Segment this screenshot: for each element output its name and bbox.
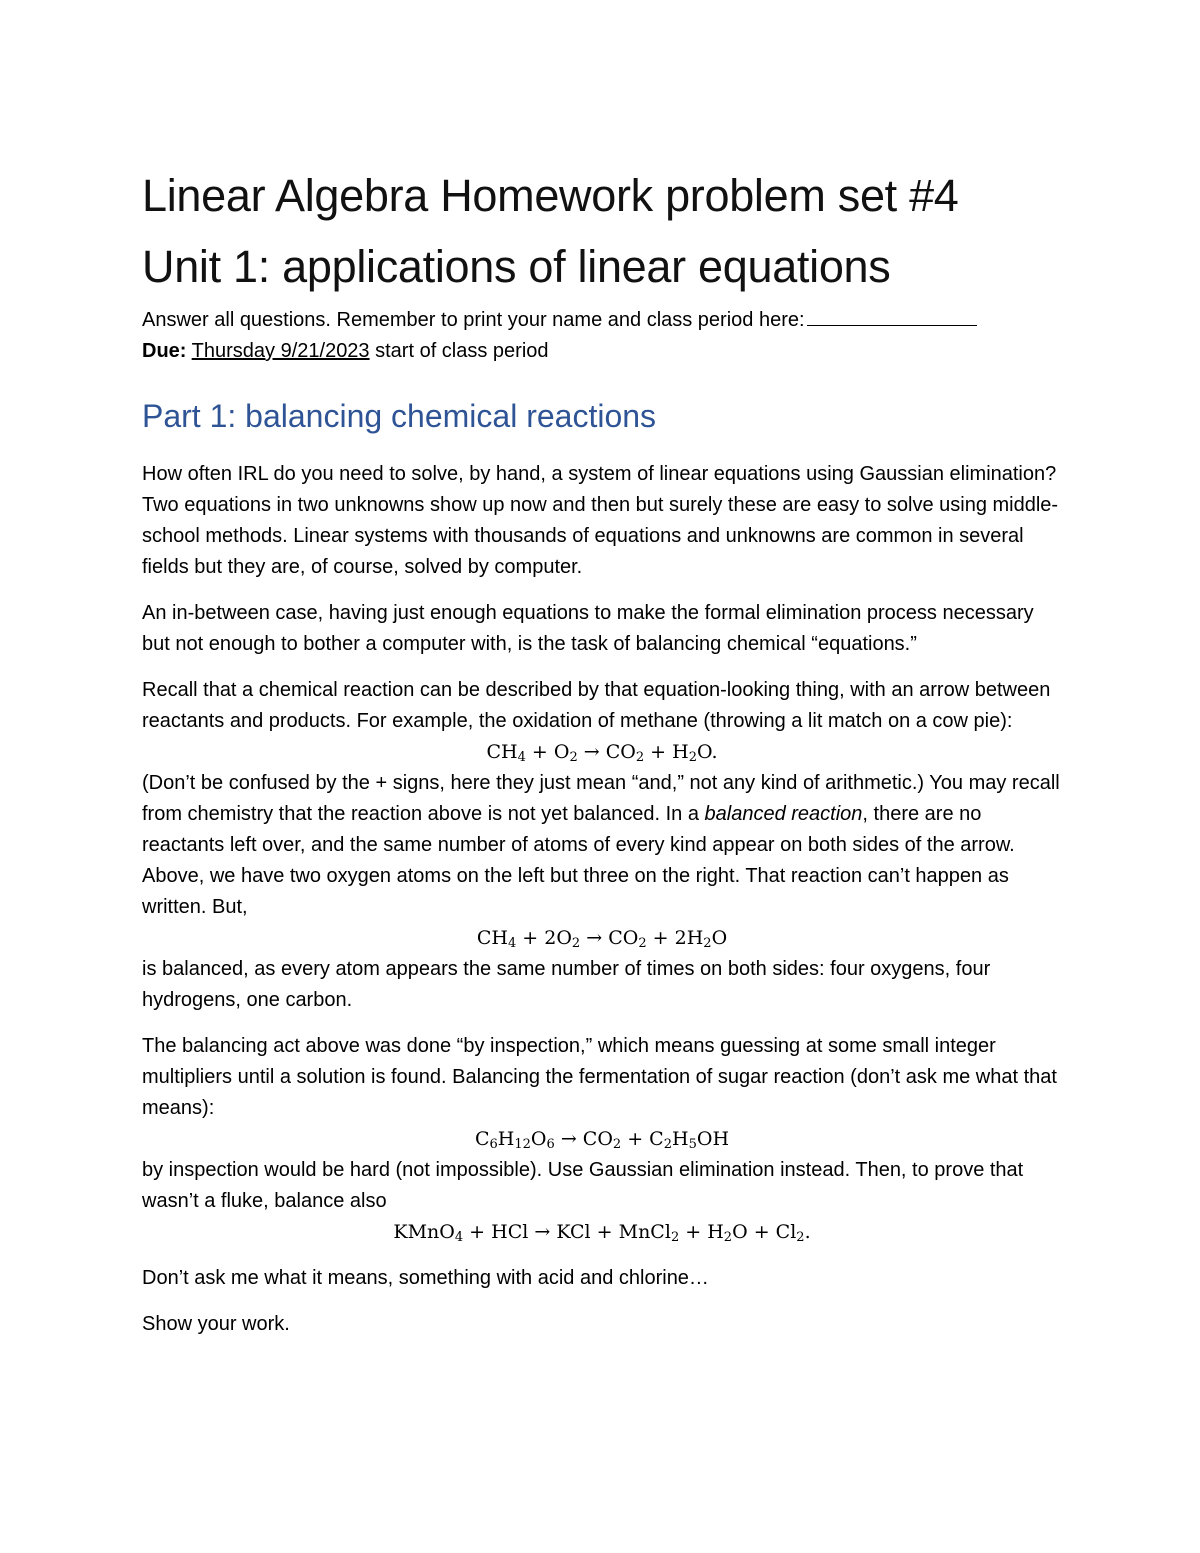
paragraph-3: Recall that a chemical reaction can be described by that equation-looking thing, with an arrow between reactants and products. For example, the oxidation of methane (throwing a lit match on a cow pie):: [142, 679, 1051, 732]
paragraph-9: Show your work.: [142, 1313, 290, 1335]
balanced-reaction-term: balanced reaction: [704, 803, 863, 825]
due-suffix: start of class period: [369, 340, 549, 362]
due-date: Thursday 9/21/2023: [191, 340, 370, 362]
paragraph-1: How often IRL do you need to solve, by hand, a system of linear equations using Gaussian elimination? Two equations in two unknowns show up now and then but surely these are easy to solve using middle-school methods. Linear systems with thousands of equations and unknowns are common in several fields but they are, of course, solved by computer.: [142, 463, 1059, 578]
paragraph-7: by inspection would be hard (not impossible). Use Gaussian elimination instead. Then, to prove that wasn’t a fluke, balance also: [142, 1159, 1024, 1212]
equation-fermentation: $C_6H_{12}O_6 \to CO_2 + C_2H_5OH$: [474, 1128, 730, 1152]
paragraph-4: (Don’t be confused by the + signs, here they just mean “and,” not any kind of arithmetic.) You may recall from chemistry that the reaction above is not yet balanced. In a balanced reaction, there are no reactants left over, and the same number of atoms of every kind appear on both sides of the arrow. Above, we have two oxygen atoms on the left but three on the right. That reaction can’t happen as written. But,: [142, 772, 1060, 918]
paragraph-8: Don’t ask me what it means, something with acid and chlorine…: [142, 1267, 709, 1289]
section-body: [142, 459, 1062, 1355]
section-heading: Part 1: balancing chemical reactions: [142, 398, 657, 434]
equation-methane-balanced: $CH_4 + 2O_2 \to CO_2 + 2H_2O$: [476, 927, 728, 951]
title-line-2: Unit 1: applications of linear equations: [142, 241, 891, 292]
instruction-line: [142, 305, 1062, 336]
title-line-1: Linear Algebra Homework problem set #4: [142, 170, 959, 221]
instruction-text: Answer all questions. Remember to print your name and class period here:: [142, 309, 805, 331]
due-line: [142, 336, 1062, 367]
due-label: Due:: [142, 340, 187, 362]
assignment-meta: [142, 305, 1062, 367]
name-blank-line: [807, 305, 977, 326]
paragraph-6: The balancing act above was done “by inspection,” which means guessing at some small integer multipliers until a solution is found. Balancing the fermentation of sugar reaction (don’t ask me what that means):: [142, 1035, 1057, 1119]
paragraph-2: An in-between case, having just enough equations to make the formal elimination process necessary but not enough to bother a computer with, is the task of balancing chemical “equations.”: [142, 602, 1034, 655]
equation-methane-unbalanced: $CH_4 + O_2 \to CO_2 + H_2O$.: [486, 741, 718, 765]
document-title: [142, 160, 1062, 302]
equation-permanganate: KMnO$_4$ + HCl → KCl + MnCl$_2$ + $H_2O + Cl_2$.: [393, 1221, 811, 1245]
paragraph-5: is balanced, as every atom appears the same number of times on both sides: four oxygens, four hydrogens, one carbon.: [142, 958, 991, 1011]
